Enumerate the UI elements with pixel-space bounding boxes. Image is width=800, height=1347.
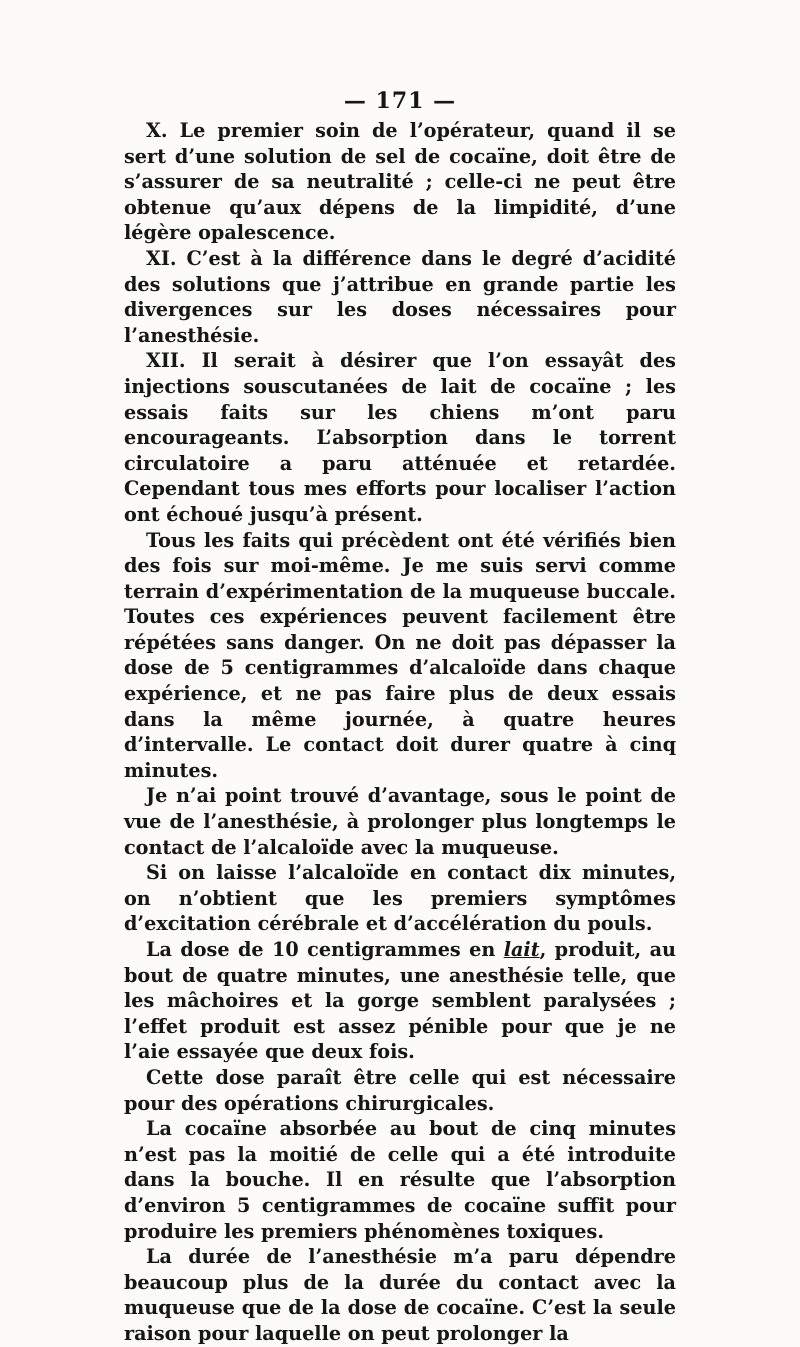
p7-after: , produit, au bout de quatre minutes, une anesthésie telle, que les mâchoires et la gorge semblent paralysées ; l’effet produit est assez pénible pour que je ne l’aie essayée que deux fois. <box>124 938 676 1064</box>
p7-emphasis: lait <box>503 938 540 961</box>
body-text <box>124 118 676 1347</box>
paragraph-ten-minutes: Si on laisse l’alcaloïde en contact dix minutes, on n’obtient que les premiers symptômes d’excitation cérébrale et d’accélération du pouls. <box>124 861 676 936</box>
p7-before: La dose de 10 centigrammes en <box>146 938 504 961</box>
paragraph-xi: XI. C’est à la différence dans le degré d’acidité des solutions que j’attribue en grande partie les divergences sur les doses nécessaires pour l’anesthésie. <box>124 246 676 347</box>
paragraph-xii: XII. Il serait à désirer que l’on essayât des injections souscutanées de lait de cocaïne ; les essais faits sur les chiens m’ont paru encourageants. L’absorption dans le torrent circulatoire a paru atténuée et retardée. Cependant tous mes efforts pour localiser l’action ont échoué jusqu’à présent. <box>124 349 676 526</box>
paragraph-surgical-dose: Cette dose paraît être celle qui est nécessaire pour des opérations chirurgicales. <box>124 1065 676 1115</box>
paragraph-experiments: Tous les faits qui précèdent ont été vérifiés bien des fois sur moi-même. Je me suis servi comme terrain d’expérimentation de la muqueuse buccale. Toutes ces expériences peuvent facilement être répétées sans danger. On ne doit pas dépasser la dose de 5 centigrammes d’alcaloïde dans chaque expérience, et ne pas faire plus de deux essais dans la même journée, à quatre heures d’intervalle. Le contact doit durer quatre à cinq minutes. <box>124 528 676 782</box>
paragraph-duration: Je n’ai point trouvé d’avantage, sous le point de vue de l’anesthésie, à prolonger plus longtemps le contact de l’alcaloïde avec la muqueuse. <box>124 784 676 859</box>
page-number: — 171 — <box>343 88 457 114</box>
paragraph-ten-centigrams <box>124 937 676 1065</box>
paragraph-anesthesia-duration: La durée de l’anesthésie m’a paru dépendre beaucoup plus de la durée du contact avec la muqueuse que de la dose de cocaïne. C’est la seule raison pour laquelle on peut prolonger la <box>124 1245 676 1345</box>
paragraph-absorption: La cocaïne absorbée au bout de cinq minutes n’est pas la moitié de celle qui a été introduite dans la bouche. Il en résulte que l’absorption d’environ 5 centigrammes de cocaïne suffit pour produire les premiers phénomènes toxiques. <box>124 1117 676 1243</box>
paragraph-x: X. Le premier soin de l’opérateur, quand il se sert d’une solution de sel de cocaïne, doit être de s’assurer de sa neutralité ; celle-ci ne peut être obtenue qu’aux dépens de la limpidité, d’une légère opalescence. <box>124 119 676 245</box>
